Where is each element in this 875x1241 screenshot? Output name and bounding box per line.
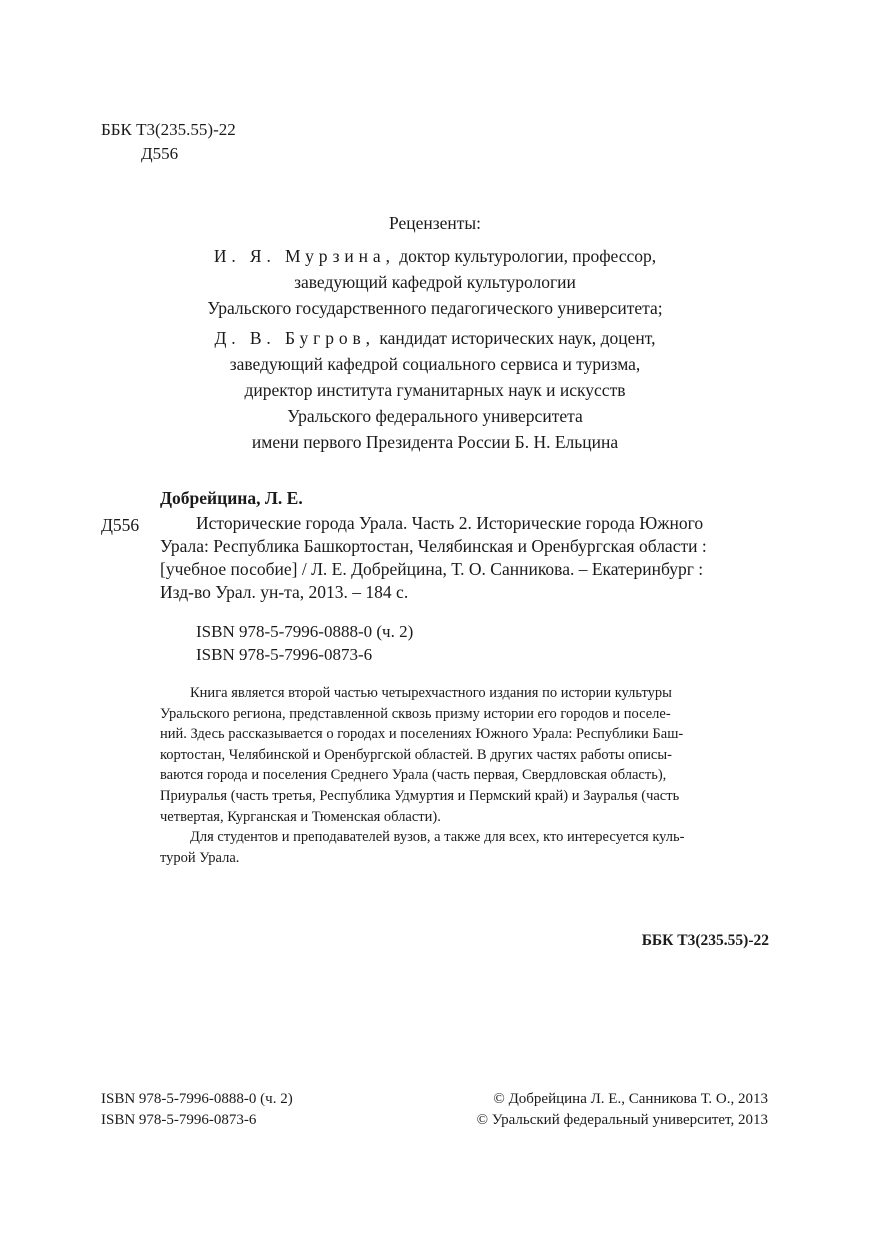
reviewer-1-line-3: Уральского государственного педагогического университета;	[207, 298, 663, 318]
abstract-line: Приуралья (часть третья, Республика Удмуртия и Пермский край) и Зауралья (часть	[160, 787, 680, 804]
abstract	[160, 683, 772, 868]
abstract-line: кортостан, Челябинской и Оренбургской областей. В других частях работы описы-	[160, 746, 672, 763]
reviewer-1-title: доктор культурологии, профессор,	[399, 246, 657, 266]
catalog-author-mark: Д556	[101, 515, 140, 535]
reviewer-1-line-2: заведующий кафедрой культурологии	[294, 272, 576, 292]
catalog-isbn-2: ISBN 978-5-7996-0873-6	[196, 645, 373, 664]
catalog-line-2: Урала: Республика Башкортостан, Челябинская и Оренбургская области :	[160, 536, 707, 556]
reviewer-1	[120, 243, 750, 321]
catalog-isbn-1: ISBN 978-5-7996-0888-0 (ч. 2)	[196, 622, 414, 641]
reviewer-2-line-3: директор института гуманитарных наук и искусств	[244, 380, 626, 400]
reviewer-2-name: Д. В. Бугров,	[214, 328, 375, 348]
abstract-line: Уральского региона, представленной сквозь призму истории его городов и поселе-	[160, 705, 671, 722]
catalog-isbn-block	[196, 620, 413, 666]
bbk-code: ББК Т3(235.55)-22	[101, 120, 236, 139]
abstract-line: ний. Здесь рассказывается о городах и поселениях Южного Урала: Республики Баш-	[160, 726, 684, 743]
copyright-university: © Уральский федеральный университет, 2013	[476, 1112, 768, 1128]
reviewer-2-line-5: имени первого Президента России Б. Н. Ельцина	[251, 432, 619, 452]
bbk-classification-bottom: ББК Т3(235.55)-22	[641, 932, 769, 949]
catalog-author: Добрейцина, Л. Е.	[160, 488, 303, 508]
abstract-line: Книга является второй частью четырехчастного издания по истории культуры	[190, 685, 672, 701]
reviewer-2-line-4: Уральского федерального университета	[287, 406, 583, 426]
copyright-authors: © Добрейцина Л. Е., Санникова Т. О., 2013	[493, 1091, 768, 1107]
abstract-line: ваются города и поселения Среднего Урала (часть первая, Свердловская область),	[160, 767, 667, 784]
reviewer-2	[120, 325, 750, 455]
author-mark: Д556	[141, 144, 179, 163]
audience-line: Для студентов и преподавателей вузов, а также для всех, кто интересуется куль-	[190, 829, 685, 846]
catalog-line-1: Исторические города Урала. Часть 2. Исторические города Южного	[196, 513, 704, 533]
footer-isbn-1: ISBN 978-5-7996-0888-0 (ч. 2)	[101, 1091, 293, 1107]
catalog-line-4: Изд-во Урал. ун-та, 2013. – 184 с.	[160, 582, 409, 602]
catalog-description	[160, 512, 771, 604]
footer-isbn-block	[101, 1089, 293, 1131]
reviewer-2-line-2: заведующий кафедрой социального сервиса и туризма,	[229, 354, 641, 374]
reviewers-section	[120, 211, 750, 459]
abstract-line: четвертая, Курганская и Тюменская области).	[160, 808, 441, 825]
reviewers-heading: Рецензенты:	[388, 213, 482, 233]
catalog-line-3: [учебное пособие] / Л. Е. Добрейцина, Т. О. Санникова. – Екатеринбург :	[160, 559, 704, 579]
footer-copyright-block	[477, 1089, 768, 1131]
reviewer-1-line-1	[120, 243, 750, 269]
bbk-classification-top	[101, 118, 236, 166]
audience-line: турой Урала.	[160, 849, 240, 866]
reviewer-1-name: И. Я. Мурзина,	[213, 246, 395, 266]
reviewer-2-title: кандидат исторических наук, доцент,	[379, 328, 656, 348]
reviewer-2-line-1	[120, 325, 750, 351]
footer-isbn-2: ISBN 978-5-7996-0873-6	[101, 1112, 257, 1128]
